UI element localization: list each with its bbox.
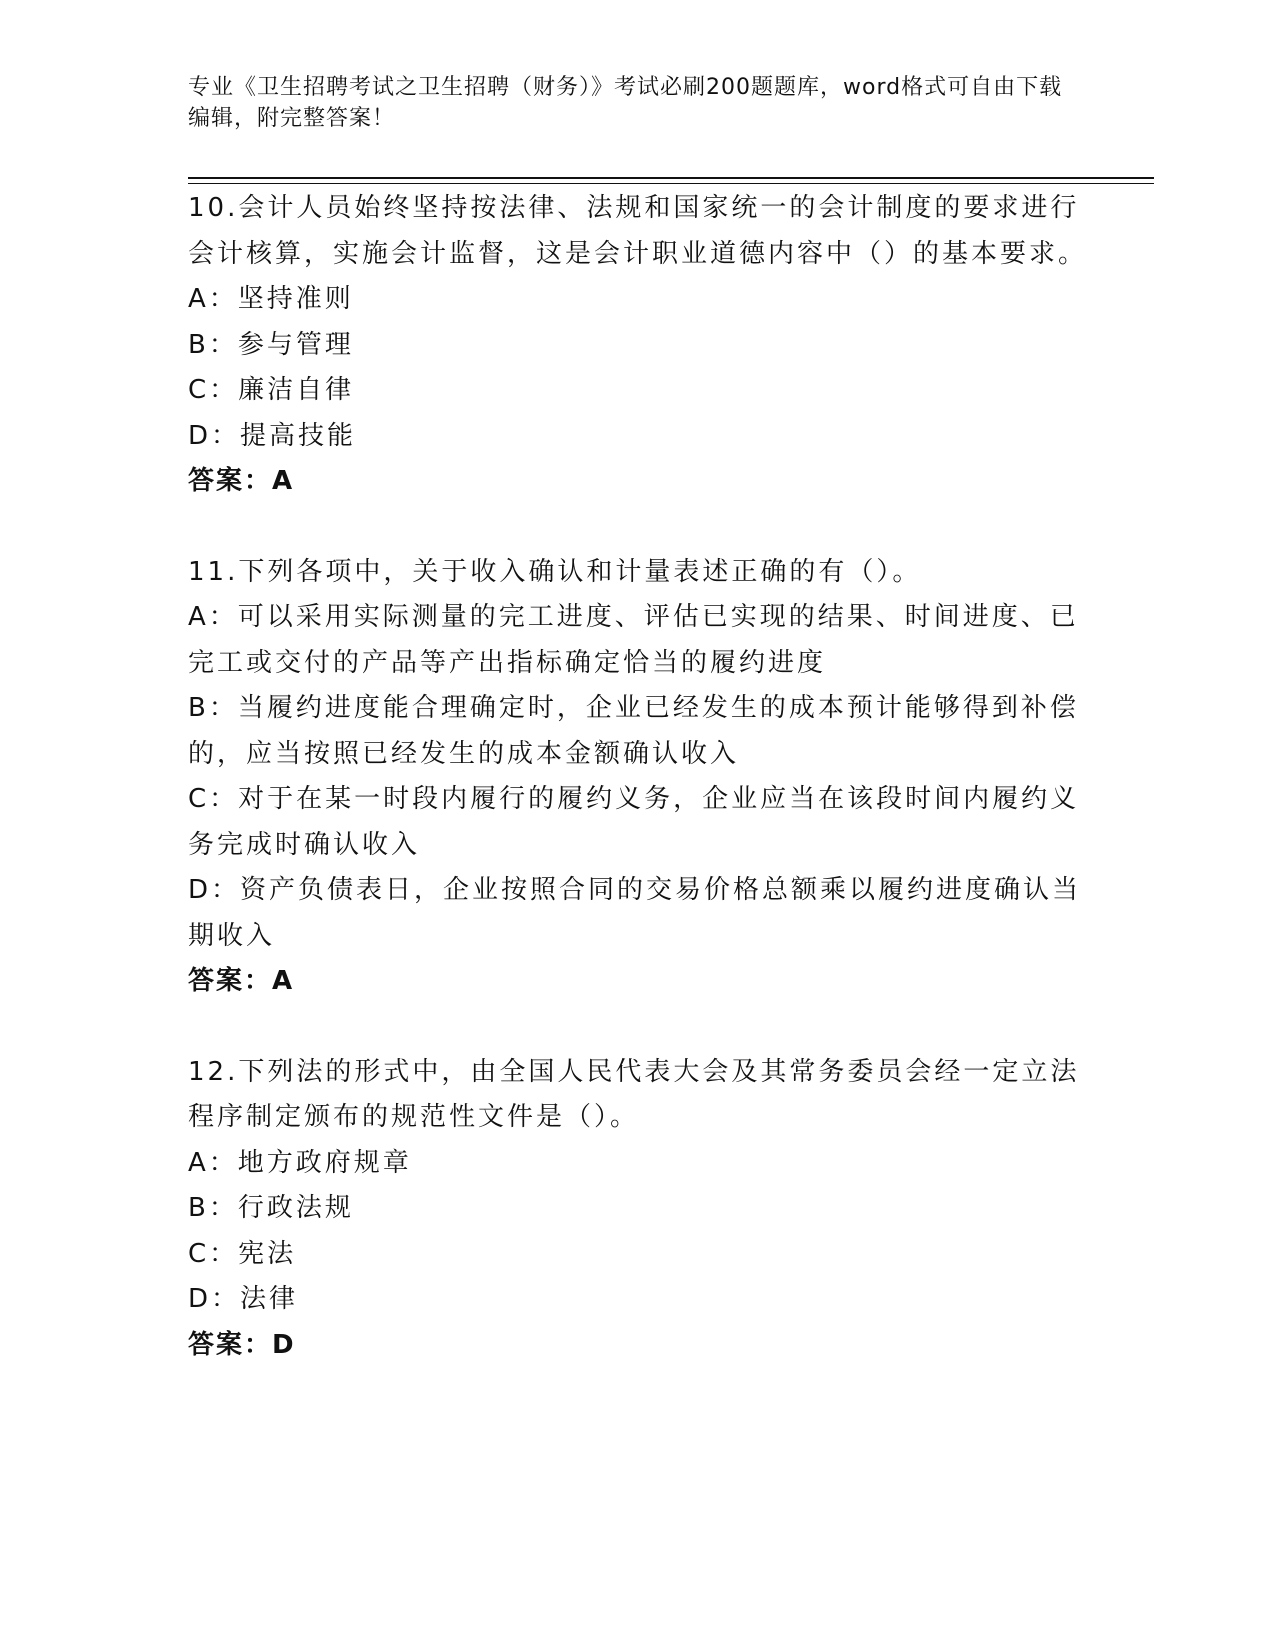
header-rule-thick	[188, 177, 1154, 179]
question-12	[188, 1050, 1088, 1369]
option-a: A：地方政府规章	[188, 1147, 412, 1178]
option-a: A：可以采用实际测量的完工进度、评估已实现的结果、时间进度、已完工或交付的产品等产出指标确定恰当的履约进度	[188, 602, 1079, 678]
header-rule-thin	[188, 183, 1154, 184]
question-10	[188, 186, 1088, 505]
answer: 答案：A	[188, 466, 295, 496]
option-d: D：法律	[188, 1284, 299, 1314]
option-d: D：资产负债表日，企业按照合同的交易价格总额乘以履约进度确认当期收入	[188, 875, 1082, 951]
question-stem: 11.下列各项中，关于收入确认和计量表述正确的有（）。	[188, 556, 922, 587]
answer: 答案：A	[188, 966, 295, 996]
option-b: B：行政法规	[188, 1193, 354, 1223]
option-c: C：宪法	[188, 1238, 297, 1269]
question-stem: 12.下列法的形式中，由全国人民代表大会及其常务委员会经一定立法程序制定颁布的规范性文件是（）。	[188, 1056, 1080, 1132]
answer: 答案：D	[188, 1329, 296, 1360]
question-11	[188, 550, 1088, 1005]
option-b: B：当履约进度能合理确定时，企业已经发生的成本预计能够得到补偿的，应当按照已经发生的成本金额确认收入	[188, 693, 1079, 769]
question-list	[188, 186, 1088, 1368]
option-d: D：提高技能	[188, 420, 357, 451]
option-a: A：坚持准则	[188, 284, 354, 314]
option-c: C：对于在某一时段内履行的履约义务，企业应当在该段时间内履约义务完成时确认收入	[188, 784, 1080, 860]
page-header: 专业《卫生招聘考试之卫生招聘（财务）》考试必刷200题题库，word格式可自由下载编辑，附完整答案！	[188, 75, 1063, 131]
question-stem: 10.会计人员始终坚持按法律、法规和国家统一的会计制度的要求进行会计核算，实施会计监督，这是会计职业道德内容中（）的基本要求。	[188, 193, 1088, 269]
option-b: B：参与管理	[188, 329, 354, 360]
option-c: C：廉洁自律	[188, 375, 355, 405]
